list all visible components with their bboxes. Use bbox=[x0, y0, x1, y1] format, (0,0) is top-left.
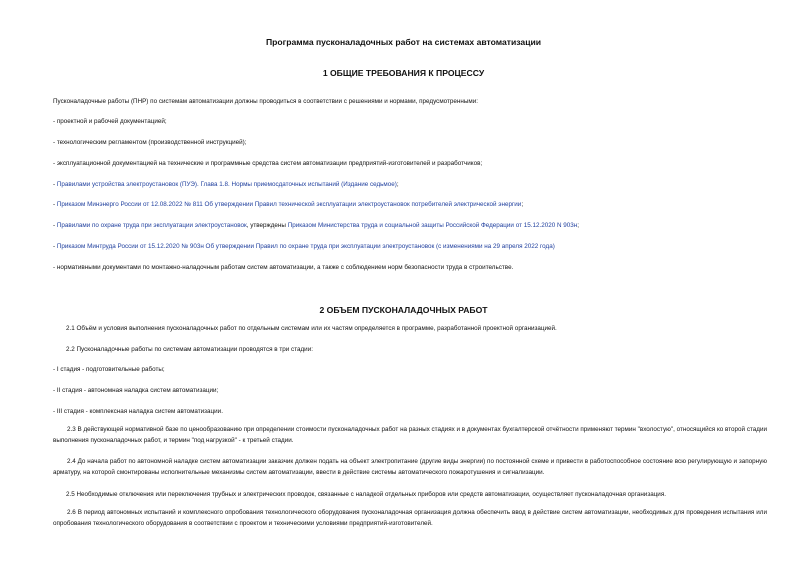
list-item: - I стадия - подготовительные работы; bbox=[53, 366, 165, 373]
list-item bbox=[53, 181, 399, 189]
section-2-heading: 2 ОБЪЕМ ПУСКОНАЛАДОЧНЫХ РАБОТ bbox=[319, 305, 488, 315]
list-item: - нормативными документами по монтажно-наладочным работам систем автоматизации, а также с соблюдением норм безопасности труда в строительстве. bbox=[53, 264, 514, 271]
paragraph-2-5: 2.5 Необходимые отключения или переключения трубных и электрических проводок, связанные с наладкой отдельных приборов или средств автоматизации, осуществляет пусконаладочная организация. bbox=[66, 491, 666, 498]
list-dash: - bbox=[53, 201, 57, 208]
list-punct: ; bbox=[396, 181, 399, 188]
list-item: - проектной и рабочей документацией; bbox=[53, 118, 167, 125]
list-dash: - bbox=[53, 243, 57, 250]
list-dash: - bbox=[53, 181, 57, 188]
list-punct: ; bbox=[577, 222, 579, 229]
list-item: - III стадия - комплексная наладка систем автоматизации. bbox=[53, 408, 223, 415]
section-1-intro: Пусконаладочные работы (ПНР) по системам автоматизации должны проводиться в соответствии с решениями и нормами, предусмотренными: bbox=[53, 98, 478, 105]
list-punct: ; bbox=[521, 201, 524, 208]
list-item: - эксплуатационной документацией на технические и программные средства систем автоматизации предприятий-изготовителей и разработчиков; bbox=[53, 160, 483, 167]
list-dash: - bbox=[53, 222, 57, 229]
pue-link[interactable]: Правилами устройства электроустановок (ПУЭ). Глава 1.8. Нормы приемосдаточных испытаний (Издание седьмое) bbox=[56, 181, 397, 188]
list-item bbox=[53, 243, 555, 251]
paragraph-2-4: 2.4 До начала работ по автономной наладке систем автоматизации заказчик должен подать на объект электропитание (другие виды энергии) по постоянной схеме и привести в работоспособное состояние всю регулирующую и запорную арматуру, на которой смонтированы исполнительные механизмы систем автоматизации, ввести в действие системы автоматического пожаротушения и сигнализации. bbox=[53, 458, 767, 476]
document-title: Программа пусконаладочных работ на системах автоматизации bbox=[265, 37, 542, 47]
mintrud-order-link[interactable]: Приказом Министерства труда и социальной защиты Российской Федерации от 15.12.2020 N 903н bbox=[287, 222, 578, 229]
list-item: - II стадия - автономная наладка систем автоматизации; bbox=[53, 387, 219, 394]
mintrud-903n-link[interactable]: Приказом Минтруда России от 15.12.2020 № 903н Об утверждении Правил по охране труда при эксплуатации электроустановок (с изменениями на 29 апреля 2022 года) bbox=[56, 243, 555, 250]
paragraph-2-2: 2.2 Пусконаладочные работы по системам автоматизации проводятся в три стадии: bbox=[66, 346, 313, 353]
paragraph-2-6: 2.6 В период автономных испытаний и комплексного опробования технологического оборудования пусконаладочная организация должна обеспечить ввод в действие систем автоматизации, необходимых для проведения испытания или опробования технологического оборудования в соответствии с проектом и техническими условиями предприятий-изготовителей. bbox=[53, 509, 767, 527]
labor-safety-rules-link[interactable]: Правилами по охране труда при эксплуатации электроустановок bbox=[56, 222, 247, 229]
list-item: - технологическим регламентом (производственной инструкцией); bbox=[53, 139, 247, 146]
list-text: , утверждены bbox=[246, 222, 288, 229]
minenergo-order-link[interactable]: Приказом Минэнерго России от 12.08.2022 № 811 Об утверждении Правил технической эксплуатации электроустановок потребителей электрической энергии bbox=[56, 201, 522, 208]
list-item bbox=[53, 201, 523, 209]
paragraph-2-1: 2.1 Объём и условия выполнения пусконаладочных работ по отдельным системам или их частям определяется в программе, разработанной проектной организацией. bbox=[66, 325, 557, 332]
section-1-heading: 1 ОБЩИЕ ТРЕБОВАНИЯ К ПРОЦЕССУ bbox=[322, 68, 485, 78]
paragraph-2-3: 2.3 В действующей нормативной базе по ценообразованию при определении стоимости пусконаладочных работ на разных стадиях и в документах бухгалтерской отчётности применяют термин "вхолостую", относящийся ко второй стадии выполнения пусконаладочных работ, и термин "под нагрузкой" - к третьей стадии. bbox=[53, 426, 767, 444]
list-item bbox=[53, 222, 579, 230]
